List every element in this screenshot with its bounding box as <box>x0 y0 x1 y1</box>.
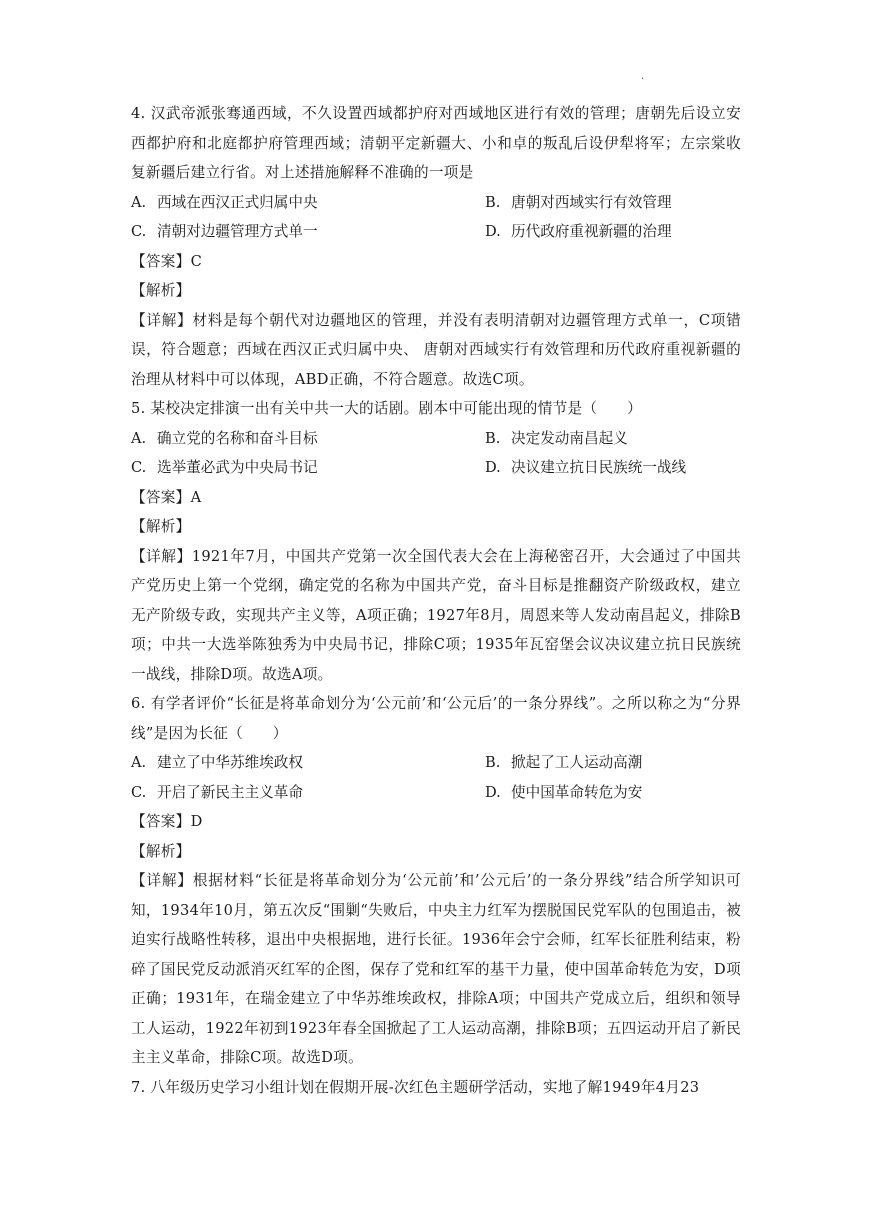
option-c: C. 清朝对边疆管理方式单一 <box>131 223 318 240</box>
answer-line <box>131 247 741 277</box>
option-a: A. 确立党的名称和奋斗目标 <box>131 429 318 447</box>
analysis-label: 【解析】 <box>131 282 191 299</box>
option-d: D. 历代政府重视新疆的治理 <box>485 223 672 240</box>
answer-value: A <box>190 488 202 506</box>
option-c: C. 开启了新民主主义革命 <box>131 783 303 801</box>
answer-label: 【答案】 <box>131 813 191 830</box>
analysis-label: 【解析】 <box>131 518 191 535</box>
options-row <box>131 748 741 778</box>
detail-paragraph <box>131 306 741 395</box>
detail-paragraph <box>131 542 741 690</box>
option-a: A. 建立了中华苏维埃政权 <box>131 754 303 771</box>
question-7-stem: 7. 八年级历史学习小组计划在假期开展-次红色主题研学活动，实地了解1949年4月23 <box>131 1078 700 1096</box>
document-body <box>131 99 741 1102</box>
page-marker: · <box>641 74 645 85</box>
answer-value: D <box>190 813 203 830</box>
option-d: D. 使中国革命转危为安 <box>485 783 643 801</box>
question-4 <box>131 99 741 394</box>
option-c: C. 选举董必武为中央局书记 <box>131 459 318 476</box>
answer-line <box>131 807 741 837</box>
options-row <box>131 217 741 247</box>
options-row <box>131 453 741 483</box>
analysis-label: 【解析】 <box>131 842 191 860</box>
options-row <box>131 188 741 218</box>
detail-label: 【详解】 <box>131 872 193 889</box>
options-row <box>131 778 741 808</box>
question-5 <box>131 394 741 689</box>
options-row <box>131 424 741 454</box>
question-6 <box>131 689 741 1073</box>
option-b: B. 掀起了工人运动高潮 <box>485 754 643 771</box>
detail-text: 根据材料“长征是将革命划分为‘公元前’和’公元后’的一条分界线”结合所学知识可知，1934年10月，第五次反“围剿“失败后，中央主力红军为摆脱国民党军队的包围追击，被迫实行战略性转移，退出中央根据地，进行长征。1936年会宁会师，红军长征胜利结束，粉碎了国民党反动派消灭红军的企图，保存了党和红军的基干力量，使中国革命转危为安，D项正确；1931年，在瑞金建立了中华苏维埃政权，排除A项；中国共产党成立后，组织和领导工人运动，1922年初到1923年春全国掀起了工人运动高潮，排除B项；五四运动开启了新民主主义革命，排除C项。故选D项。 <box>131 872 741 1066</box>
question-stem: 6. 有学者评价“长征是将革命划分为‘公元前’和‘公元后’的一条分界线”。之所以称之为“分界线”是因为长征（ ） <box>131 695 741 742</box>
option-a: A. 西域在西汉正式归属中央 <box>131 193 318 211</box>
option-b: B. 唐朝对西域实行有效管理 <box>485 193 672 211</box>
question-stem: 5. 某校决定排演一出有关中共一大的话剧。剧本中可能出现的情节是（ ） <box>131 400 642 417</box>
answer-value: C <box>190 252 203 270</box>
detail-label: 【详解】 <box>131 311 193 329</box>
question-stem: 4. 汉武帝派张骞通西域，不久设置西域都护府对西域地区进行有效的管理；唐朝先后设立安西都护府和北庭都护府管理西域；清朝平定新疆大、小和卓的叛乱后设伊犁将军；左宗棠收复新疆后建立行省。对上述措施解释不准确的一项是 <box>131 105 741 181</box>
detail-text: 1921年7月，中国共产党第一次全国代表大会在上海秘密召开，大会通过了中国共产党历史上第一个党纲，确定党的名称为中国共产党，奋斗目标是推翻资产阶级政权，建立无产阶级专政，实现共产主义等，A项正确；1927年8月，周恩来等人发动南昌起义，排除B项；中共一大选举陈独秀为中央局书记，排除C项；1935年瓦窑堡会议决议建立抗日民族统一战线，排除D项。故选A项。 <box>131 547 741 683</box>
option-d: D. 决议建立抗日民族统一战线 <box>485 459 687 476</box>
detail-paragraph <box>131 866 741 1073</box>
detail-text: 材料是每个朝代对边疆地区的管理，并没有表明清朝对边疆管理方式单一，C项错误，符合题意；西域在西汉正式归属中央、 唐朝对西域实行有效管理和历代政府重视新疆的治理从材料中可以体现，ABD正确，不符合题意。故选C项。 <box>131 311 741 388</box>
option-b: B. 决定发动南昌起义 <box>485 429 628 447</box>
detail-label: 【详解】 <box>131 547 192 565</box>
answer-label: 【答案】 <box>131 488 191 506</box>
answer-line <box>131 483 741 513</box>
answer-label: 【答案】 <box>131 252 191 270</box>
